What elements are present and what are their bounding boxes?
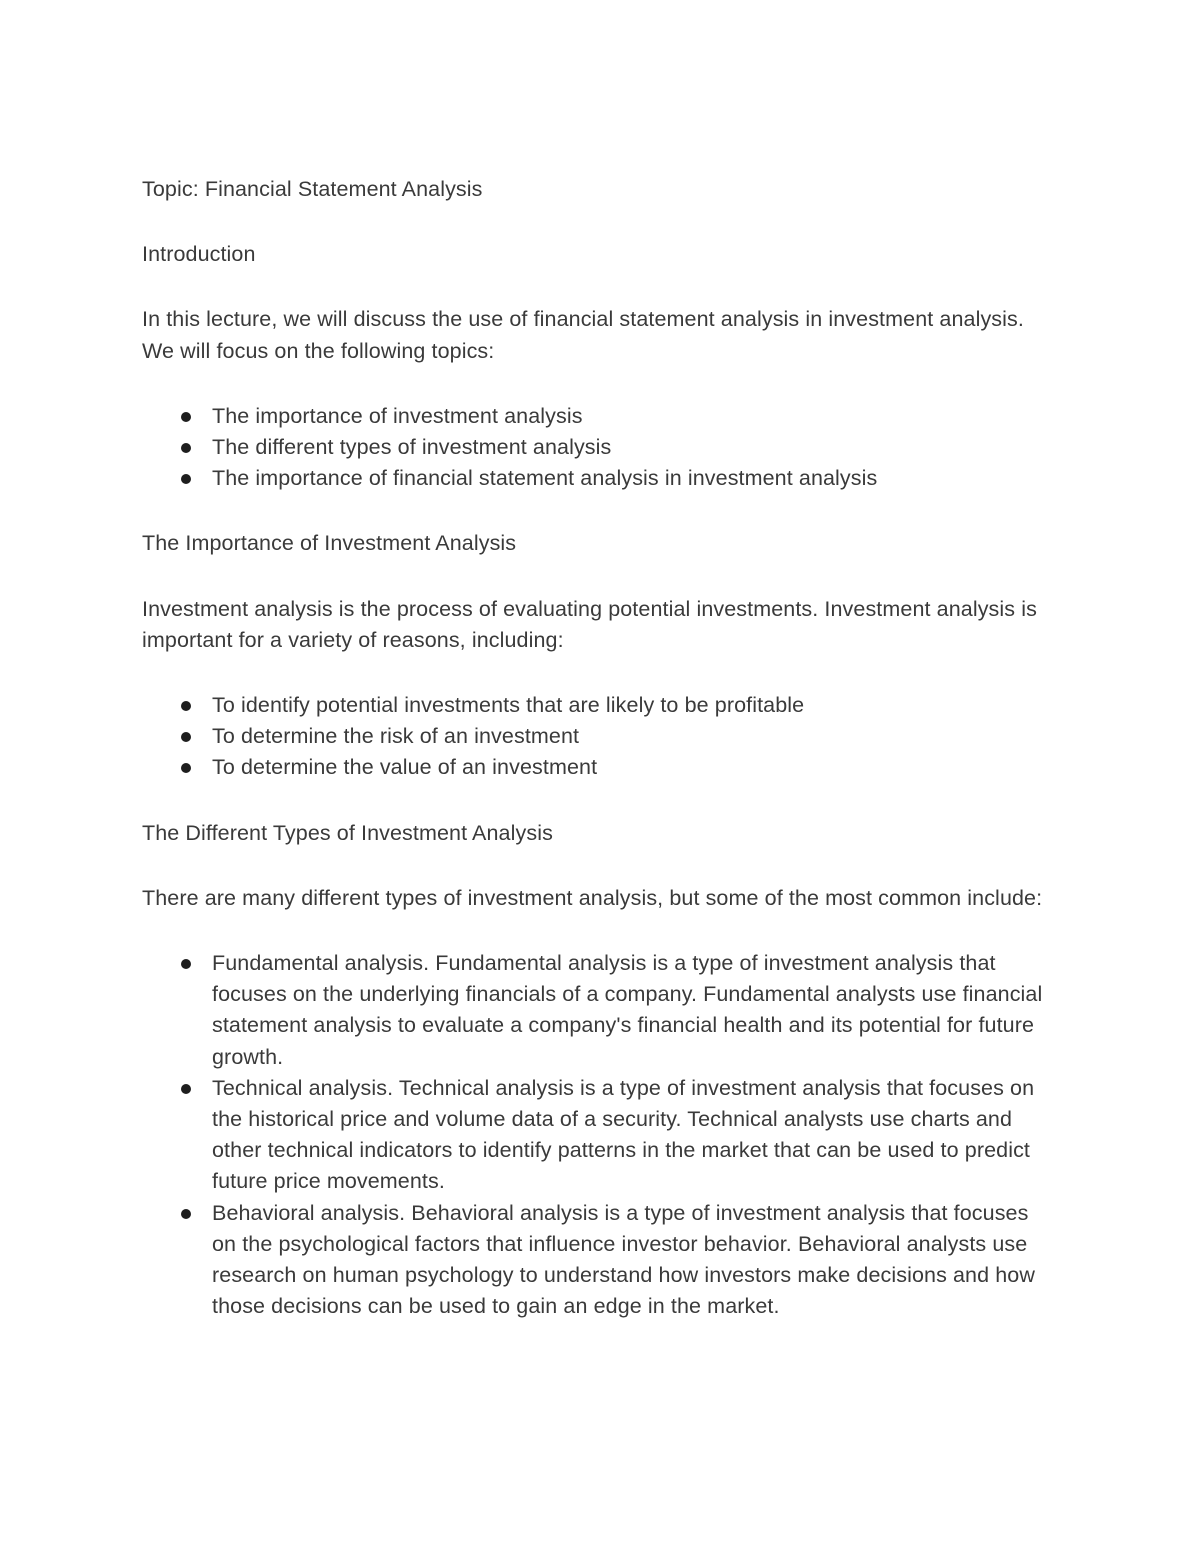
bullet-icon [181, 1084, 191, 1094]
bullet-icon [181, 1209, 191, 1219]
section-heading-importance: The Importance of Investment Analysis [142, 531, 517, 556]
bullet-icon [181, 763, 191, 773]
intro-paragraph: In this lecture, we will discuss the use of financial statement analysis in investment analysis. We will focus on the following topics: [142, 307, 1024, 363]
bullet-icon [181, 959, 191, 969]
list-item-text: Behavioral analysis. Behavioral analysis is a type of investment analysis that focuses on the psychological factors that influence investor behavior. Behavioral analysts use research on human psychology to understand how investors make decisions and how those decisions can be used to gain an edge in the market. [212, 1200, 1035, 1319]
list-item-text: The importance of financial statement analysis in investment analysis [212, 466, 878, 491]
list-item [212, 401, 1052, 432]
list-item-text: To identify potential investments that are likely to be profitable [212, 693, 805, 718]
importance-reasons-list [142, 690, 1052, 784]
list-item-text: The importance of investment analysis [212, 403, 583, 428]
list-item [212, 1073, 1052, 1198]
document-title: Topic: Financial Statement Analysis [142, 177, 483, 201]
bullet-icon [181, 443, 191, 453]
list-item-text: To determine the value of an investment [212, 755, 598, 780]
list-item-text: To determine the risk of an investment [212, 724, 580, 749]
section-heading-types: The Different Types of Investment Analysis [142, 820, 553, 845]
types-paragraph: There are many different types of investment analysis, but some of the most common include: [142, 885, 1043, 910]
list-item [212, 690, 1052, 721]
bullet-icon [181, 701, 191, 711]
list-item-text: Fundamental analysis. Fundamental analysis is a type of investment analysis that focuses on the underlying financials of a company. Fundamental analysts use financial statement analysis to evaluate a company's financial health and its potential for future growth. [212, 951, 1043, 1069]
list-item [212, 432, 1052, 463]
section-heading-introduction: Introduction [142, 242, 256, 267]
bullet-icon [181, 732, 191, 742]
list-item-text: The different types of investment analysis [212, 435, 612, 460]
list-item-text: Technical analysis. Technical analysis is a type of investment analysis that focuses on the historical price and volume data of a security. Technical analysts use charts and other technical indicators to identify patterns in the market that can be used to predict future price movements. [212, 1075, 1035, 1194]
list-item [212, 1198, 1052, 1323]
bullet-icon [181, 474, 191, 484]
list-item [212, 721, 1052, 752]
types-list [142, 948, 1052, 1322]
list-item [212, 752, 1052, 783]
intro-topics-list [142, 401, 1052, 495]
bullet-icon [181, 412, 191, 422]
document-page [142, 174, 1052, 1322]
importance-paragraph: Investment analysis is the process of evaluating potential investments. Investment analysis is important for a variety of reasons, including: [142, 596, 1037, 652]
list-item [212, 948, 1052, 1073]
list-item [212, 463, 1052, 494]
